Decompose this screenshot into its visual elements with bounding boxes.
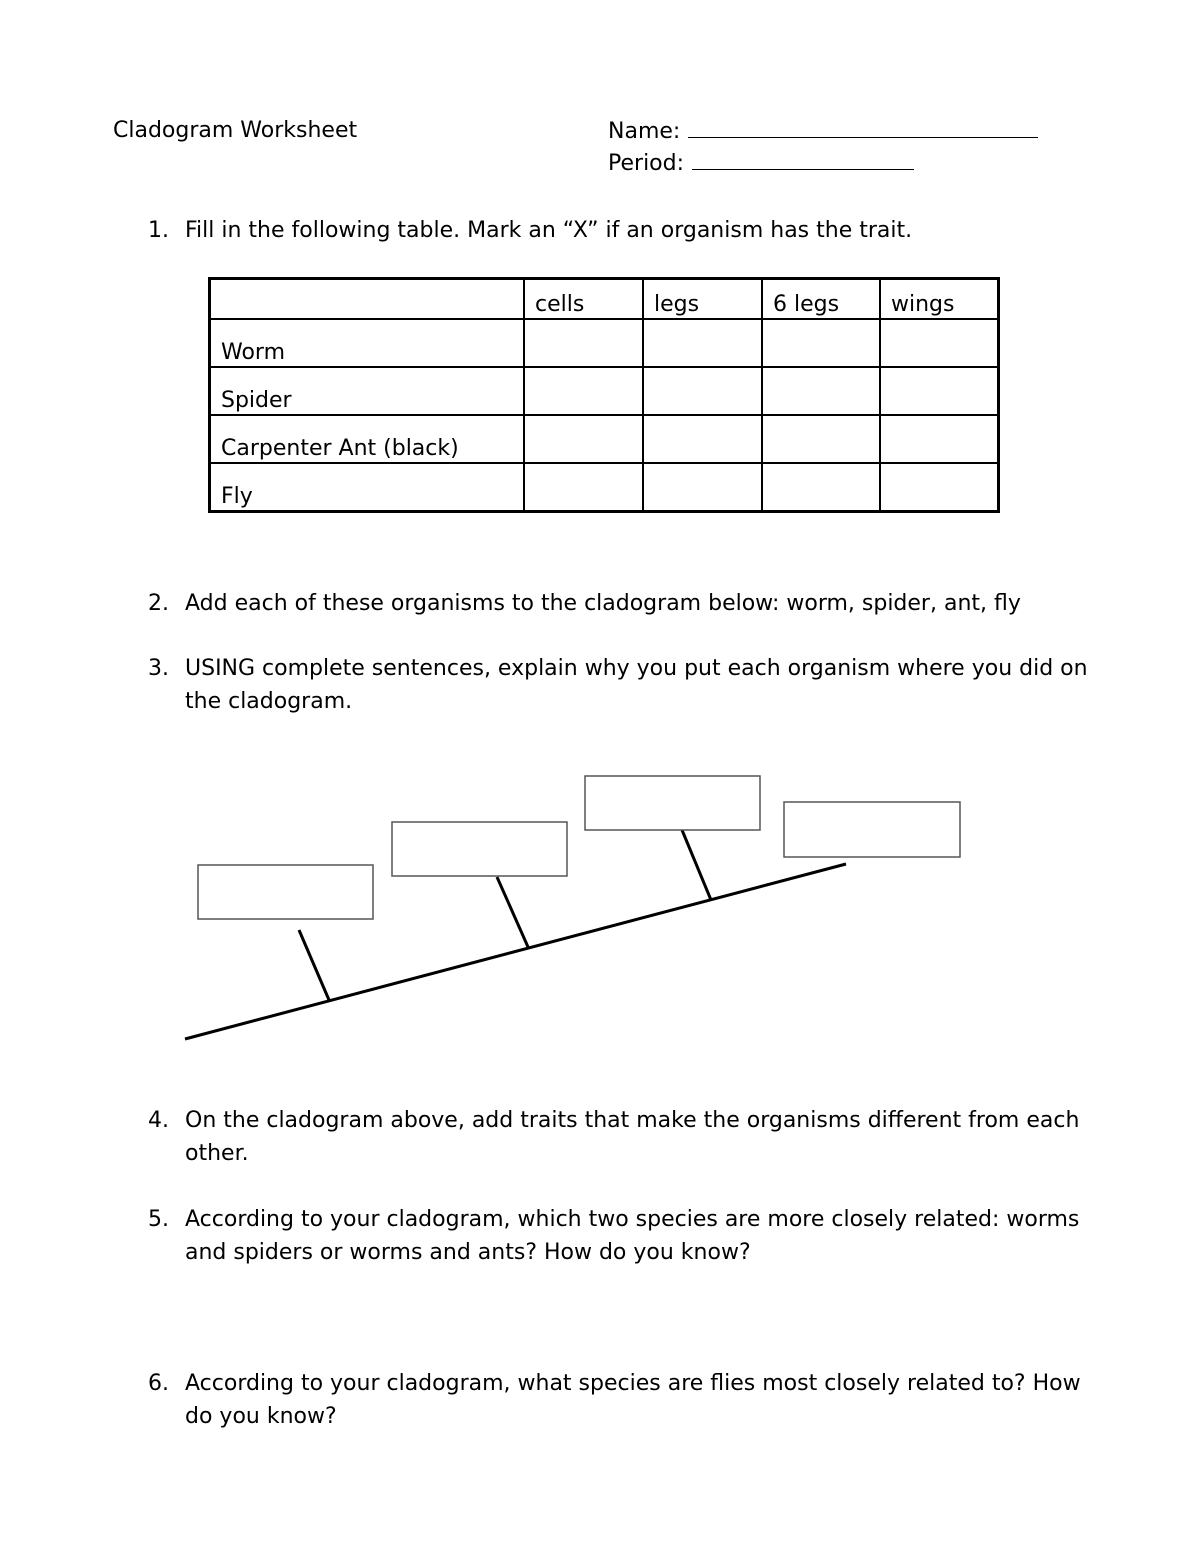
question-text: USING complete sentences, explain why you put each organism where you did on the cladogram. [185, 656, 1088, 714]
organism-box[interactable] [784, 802, 960, 857]
question-number: 6. [148, 1371, 169, 1396]
row-label: Carpenter Ant (black) [210, 415, 525, 463]
question-text: Fill in the following table. Mark an “X” if an organism has the trait. [185, 218, 913, 243]
question-5 [148, 1203, 1088, 1269]
row-label: Fly [210, 463, 525, 512]
organism-box[interactable] [198, 865, 373, 919]
cladogram-branch [299, 930, 329, 1000]
question-number: 5. [148, 1207, 169, 1232]
question-text: According to your cladogram, what species are flies most closely related to? How do you know? [185, 1371, 1081, 1429]
cladogram-branch [682, 830, 711, 900]
row-label: Worm [210, 319, 525, 367]
question-number: 4. [148, 1108, 169, 1133]
period-label: Period: [608, 151, 685, 176]
question-6 [148, 1367, 1088, 1433]
question-text: According to your cladogram, which two species are more closely related: worms and spiders or worms and ants? How do you know? [185, 1207, 1080, 1265]
column-header: cells [524, 279, 643, 320]
cladogram-branch [497, 877, 528, 947]
row-label: Spider [210, 367, 525, 415]
question-number: 2. [148, 591, 169, 616]
question-number: 3. [148, 656, 169, 681]
organism-box[interactable] [585, 776, 760, 830]
worksheet-title: Cladogram Worksheet [113, 118, 358, 143]
question-text: Add each of these organisms to the cladogram below: worm, spider, ant, fly [185, 591, 1021, 616]
column-header: 6 legs [762, 279, 880, 320]
organism-box[interactable] [392, 822, 567, 876]
question-number: 1. [148, 218, 169, 243]
question-text: On the cladogram above, add traits that make the organisms different from each other. [185, 1108, 1080, 1166]
column-header: wings [880, 279, 999, 320]
column-header: legs [643, 279, 762, 320]
question-4 [148, 1104, 1088, 1170]
name-label: Name: [608, 119, 681, 144]
